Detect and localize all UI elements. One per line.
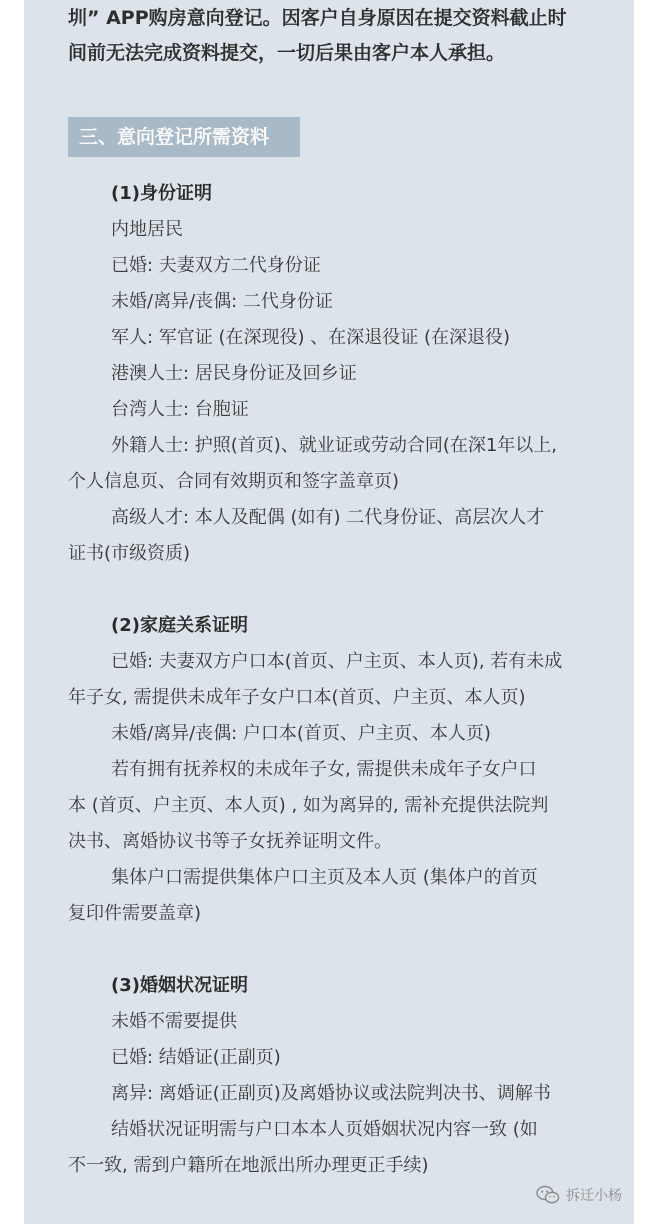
list-item: 外籍人士: 护照(首页)、就业证或劳动合同(在深1年以上, <box>111 435 558 456</box>
list-item: 已婚: 夫妻双方户口本(首页、户主页、本人页), 若有未成 <box>111 651 563 672</box>
watermark <box>536 1182 622 1208</box>
intro-line: 圳” APP购房意向登记。因客户自身原因在提交资料截止时 <box>68 7 567 29</box>
list-item: 台湾人士: 台胞证 <box>111 399 249 420</box>
list-item: 集体户口需提供集体户口主页及本人页 (集体户的首页 <box>111 867 538 888</box>
list-item: 本 (首页、户主页、本人页) , 如为离异的, 需补充提供法院判 <box>68 795 549 816</box>
list-item: 内地居民 <box>111 219 183 240</box>
list-item: 复印件需要盖章) <box>68 903 202 924</box>
list-item: 离异: 离婚证(正副页)及离婚协议或法院判决书、调解书 <box>111 1083 551 1104</box>
intro-line: 间前无法完成资料提交，一切后果由客户本人承担。 <box>68 42 506 64</box>
list-item: 决书、离婚协议书等子女抚养证明文件。 <box>68 831 392 852</box>
marriage-heading: (3)婚姻状况证明 <box>111 975 248 996</box>
list-item: 已婚: 夫妻双方二代身份证 <box>111 255 321 276</box>
list-item: 年子女, 需提供未成年子女户口本(首页、户主页、本人页) <box>68 687 526 708</box>
family-heading: (2)家庭关系证明 <box>111 615 248 636</box>
list-item: 结婚状况证明需与户口本本人页婚姻状况内容一致 (如 <box>111 1119 538 1140</box>
list-item: 不一致, 需到户籍所在地派出所办理更正手续) <box>68 1155 429 1176</box>
list-item: 未婚不需要提供 <box>111 1011 237 1032</box>
list-item: 高级人才: 本人及配偶 (如有) 二代身份证、高层次人才 <box>111 507 545 528</box>
list-item: 已婚: 结婚证(正副页) <box>111 1047 281 1068</box>
list-item: 港澳人士: 居民身份证及回乡证 <box>111 363 357 384</box>
identity-heading: (1)身份证明 <box>111 183 212 204</box>
list-item: 个人信息页、合同有效期页和签字盖章页) <box>68 471 400 492</box>
watermark-text: 拆迁小杨 <box>566 1188 622 1204</box>
list-item: 军人: 军官证 (在深现役) 、在深退役证 (在深退役) <box>111 327 511 348</box>
list-item: 未婚/离异/丧偶: 户口本(首页、户主页、本人页) <box>111 723 491 744</box>
section-title-banner <box>68 117 300 157</box>
list-item: 证书(市级资质) <box>68 543 191 564</box>
wechat-icon <box>536 1184 560 1206</box>
list-item: 若有拥有抚养权的未成年子女, 需提供未成年子女户口 <box>111 759 537 780</box>
list-item: 未婚/离异/丧偶: 二代身份证 <box>111 291 333 312</box>
section-title: 三、意向登记所需资料 <box>79 126 270 148</box>
